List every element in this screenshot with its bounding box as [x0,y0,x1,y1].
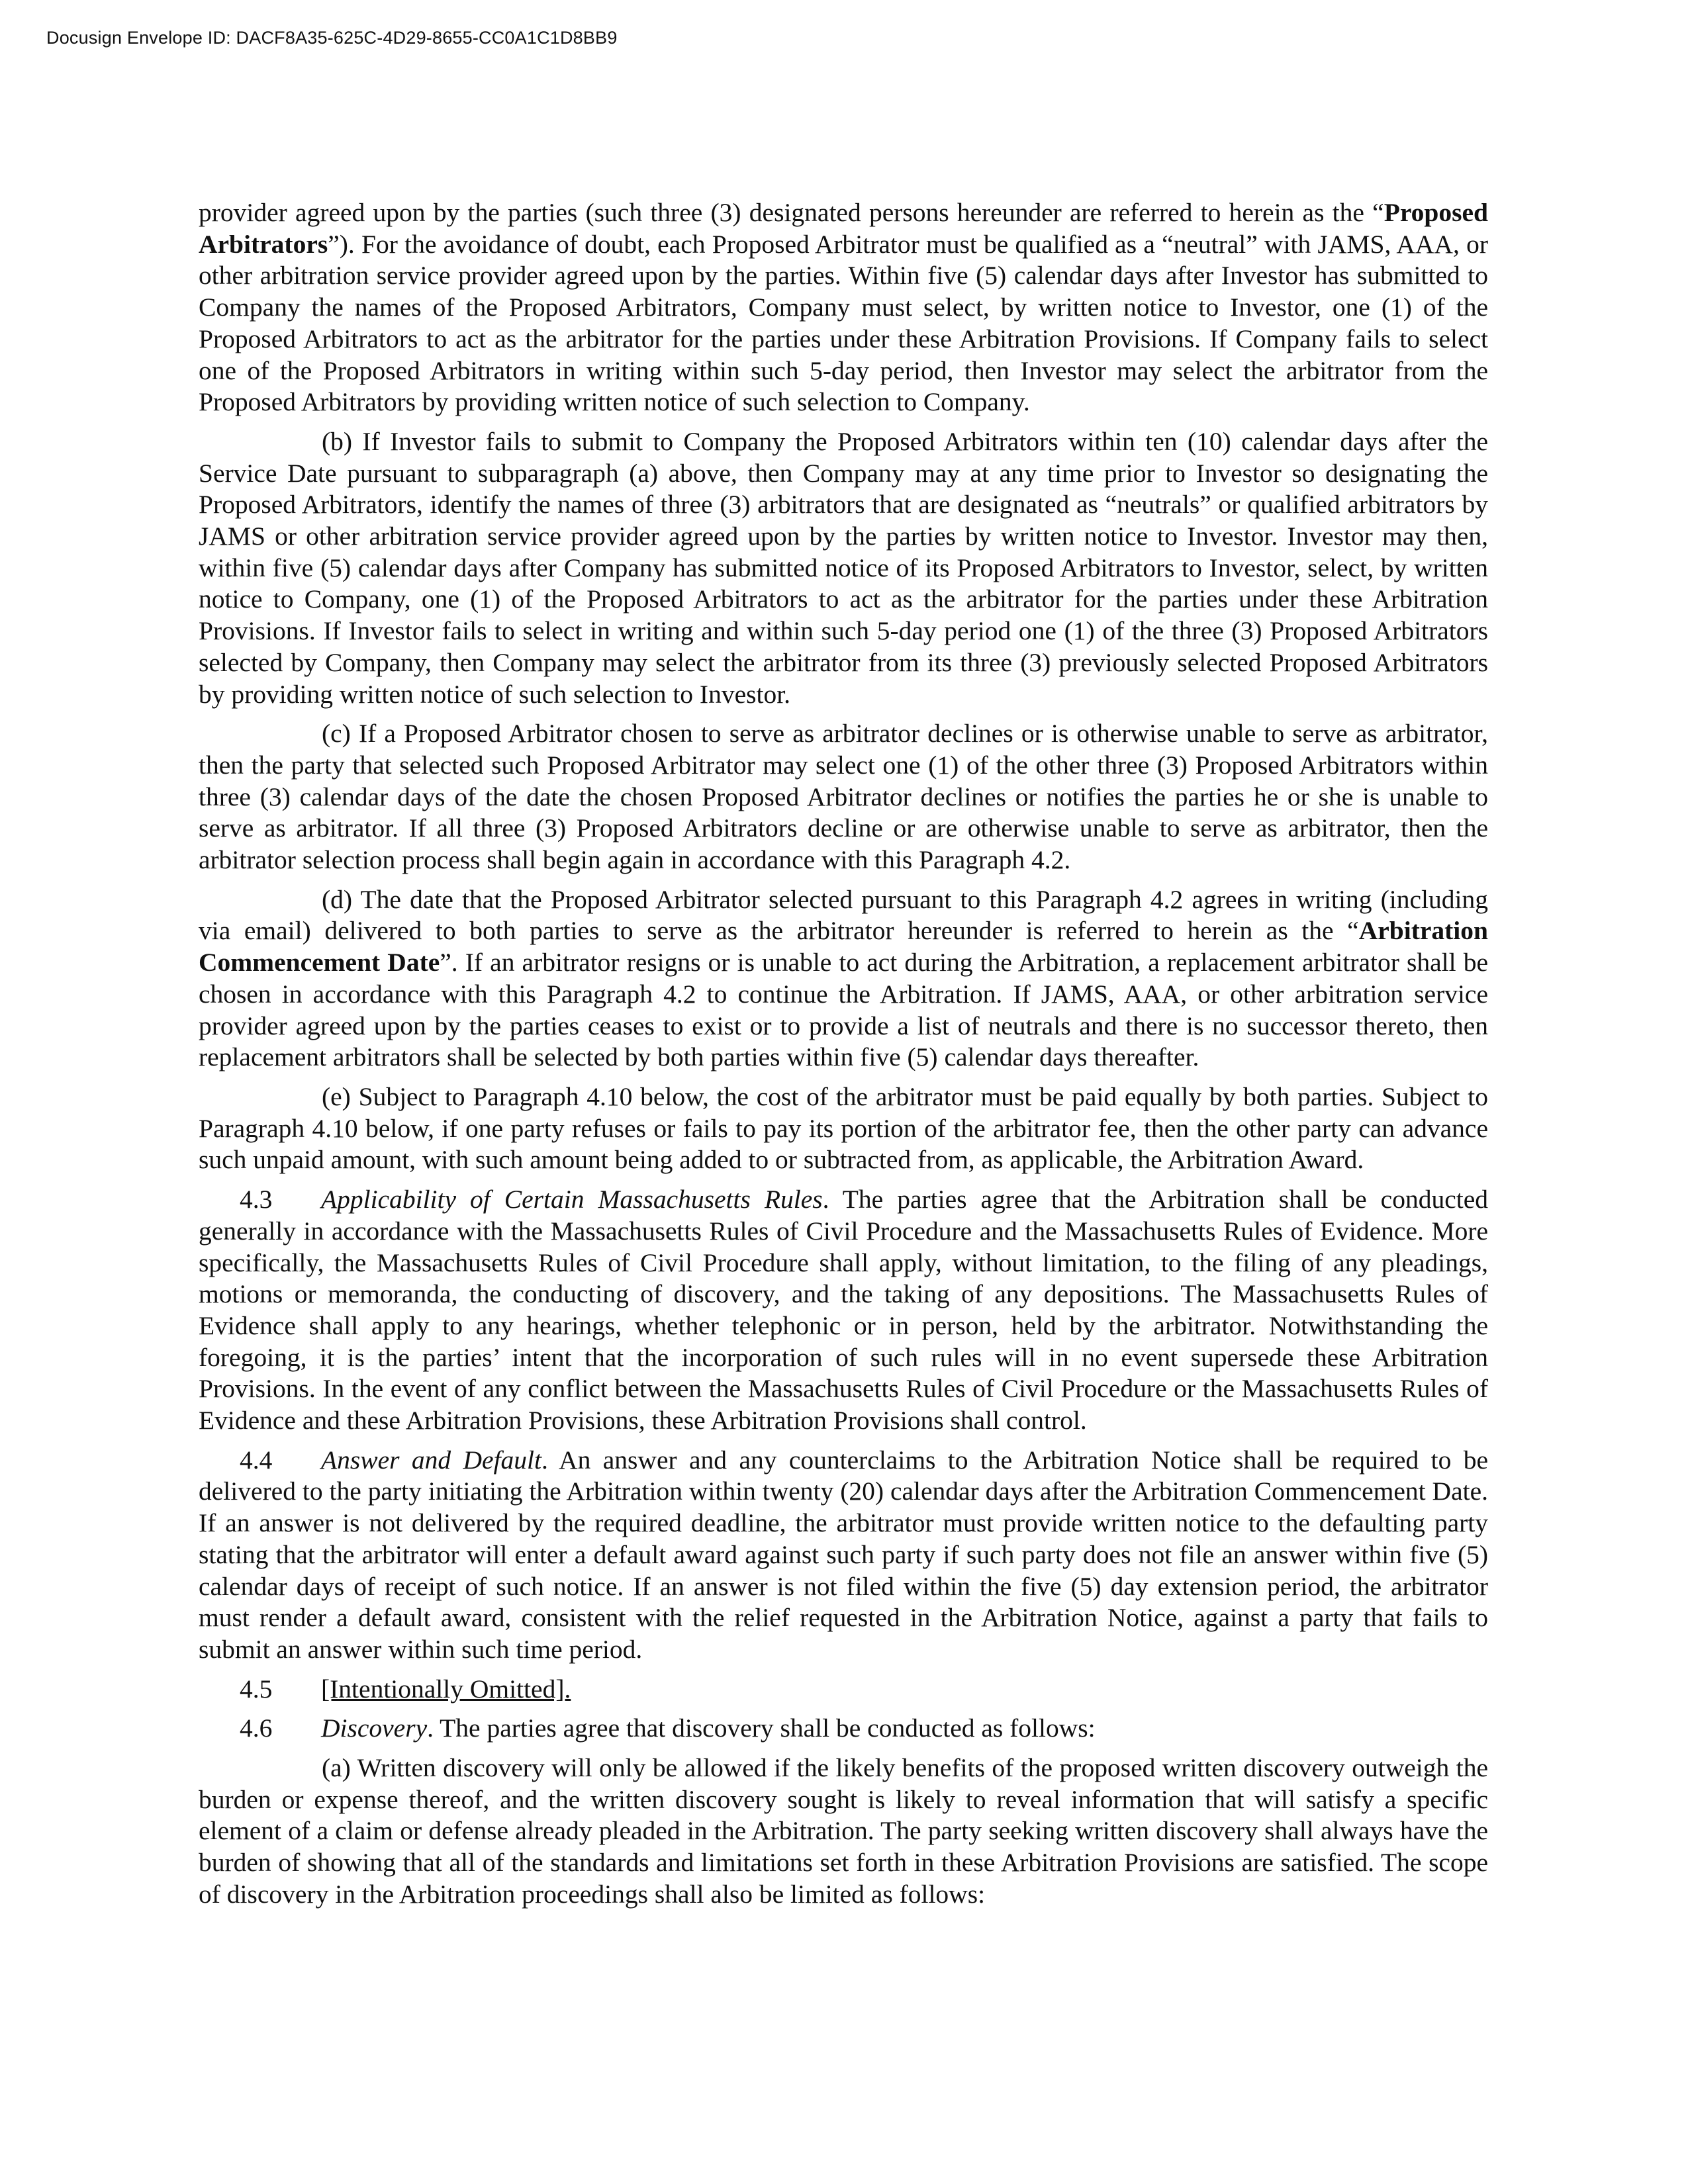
section-4-5 [199,1674,1488,1706]
paragraph-proposed-arbitrators: provider agreed upon by the parties (such three (3) designated persons hereunder are referred to herein as the “Proposed Arbitrators”). For the avoidance of doubt, each Proposed Arbitrator must be qualified as a “neutral” with JAMS, AAA, or other arbitration service provider agreed upon by the parties. Within five (5) calendar days after Investor has submitted to Company the names of the Proposed Arbitrators, Company must select, by written notice to Investor, one (1) of the Proposed Arbitrators to act as the arbitrator for the parties under these Arbitration Provisions. If Company fails to select one of the Proposed Arbitrators in writing within such 5-day period, then Investor may select the arbitrator from the Proposed Arbitrators by providing written notice of such selection to Company. [199,198,1488,417]
section-heading: Applicability of Certain Massachusetts Rules [321,1185,823,1214]
paragraph-4-2-b: (b) If Investor fails to submit to Company the Proposed Arbitrators within ten (10) calendar days after the Service Date pursuant to subparagraph (a) above, then Company may at any time prior to Investor so designating the Proposed Arbitrators, identify the names of three (3) arbitrators that are designated as “neutrals” or qualified arbitrators by JAMS or other arbitration service provider agreed upon by the parties by written notice to Investor. Investor may then, within five (5) calendar days after Company has submitted notice of its Proposed Arbitrators to Investor, select, by written notice to Company, one (1) of the Proposed Arbitrators to act as the arbitrator for the parties under these Arbitration Provisions. If Investor fails to select in writing and within such 5-day period one (1) of the three (3) Proposed Arbitrators selected by Company, then Company may select the arbitrator from its three (3) previously selected Proposed Arbitrators by providing written notice of such selection to Investor. [199,426,1488,709]
section-number: 4.6 [240,1713,273,1743]
paragraph-4-6-a: (a) Written discovery will only be allowed if the likely benefits of the proposed written discovery outweigh the burden or expense thereof, and the written discovery sought is likely to reveal information that will satisfy a specific element of a claim or defense already pleaded in the Arbitration. The party seeking written discovery shall always have the burden of showing that all of the standards and limitations set forth in these Arbitration Provisions are satisfied. The scope of discovery in the Arbitration proceedings shall also be limited as follows: [199,1753,1488,1909]
paragraph-4-2-e: (e) Subject to Paragraph 4.10 below, the cost of the arbitrator must be paid equally by both parties. Subject to Paragraph 4.10 below, if one party refuses or fails to pay its portion of the arbitrator fee, then the other party can advance such unpaid amount, with such amount being added to or subtracted from, as applicable, the Arbitration Award. [199,1081,1488,1175]
section-4-4: 4.4 Answer and Default. An answer and any counterclaims to the Arbitration Notice shall be required to be delivered to the party initiating the Arbitration within twenty (20) calendar days after the Arbitration Commencement Date. If an answer is not delivered by the required deadline, the arbitrator must provide written notice to the defaulting party stating that the arbitrator will enter a default award against such party if such party does not file an answer within five (5) calendar days of receipt of such notice. If an answer is not filed within the five (5) day extension period, the arbitrator must render a default award, consistent with the relief requested in the Arbitration Notice, against a party that fails to submit an answer within such time period. [199,1445,1488,1664]
section-number: 4.4 [240,1445,273,1475]
section-heading: Discovery [321,1713,428,1743]
section-heading: Answer and Default [321,1445,542,1475]
section-4-6: 4.6 Discovery. The parties agree that discovery shall be conducted as follows: [199,1713,1488,1745]
paragraph-4-2-c: (c) If a Proposed Arbitrator chosen to serve as arbitrator declines or is otherwise unable to serve as arbitrator, then the party that selected such Proposed Arbitrator may select one (1) of the other three (3) Proposed Arbitrators within three (3) calendar days of the date the chosen Proposed Arbitrator declines or notifies the parties he or she is unable to serve as arbitrator. If all three (3) Proposed Arbitrators decline or are otherwise unable to serve as arbitrator, then the arbitrator selection process shall begin again in accordance with this Paragraph 4.2. [199,719,1488,875]
section-number: 4.5 [240,1674,273,1704]
section-number: 4.3 [240,1185,273,1214]
defined-term-proposed-arbitrators: Proposed Arbitrators [199,198,1488,259]
document-body [199,197,1488,1919]
section-4-3: 4.3 Applicability of Certain Massachusetts Rules. The parties agree that the Arbitration shall be conducted generally in accordance with the Massachusetts Rules of Civil Procedure and the Massachusetts Rules of Evidence. More specifically, the Massachusetts Rules of Civil Procedure shall apply, without limitation, to the filing of any pleadings, motions or memoranda, the conducting of discovery, and the taking of any depositions. The Massachusetts Rules of Evidence shall apply to any hearings, whether telephonic or in person, held by the arbitrator. Notwithstanding the foregoing, it is the parties’ intent that the incorporation of such rules will in no event supersede these Arbitration Provisions. In the event of any conflict between the Massachusetts Rules of Civil Procedure or the Massachusetts Rules of Evidence and these Arbitration Provisions, these Arbitration Provisions shall control. [199,1185,1488,1435]
paragraph-4-2-d: (d) The date that the Proposed Arbitrator selected pursuant to this Paragraph 4.2 agrees in writing (including via email) delivered to both parties to serve as the arbitrator hereunder is referred to herein as the “Arbitration Commencement Date”. If an arbitrator resigns or is unable to act during the Arbitration, a replacement arbitrator shall be chosen in accordance with this Paragraph 4.2 to continue the Arbitration. If JAMS, AAA, or other arbitration service provider agreed upon by the parties ceases to exist or to provide a list of neutrals and there is no successor thereto, then replacement arbitrators shall be selected by both parties within five (5) calendar days thereafter. [199,884,1488,1072]
defined-term-arbitration-commencement-date: Arbitration Commencement Date [199,916,1488,978]
docusign-envelope-id: Docusign Envelope ID: DACF8A35-625C-4D29-8655-CC0A1C1D8BB9 [46,28,618,48]
intentionally-omitted: [Intentionally Omitted]. [321,1674,571,1704]
